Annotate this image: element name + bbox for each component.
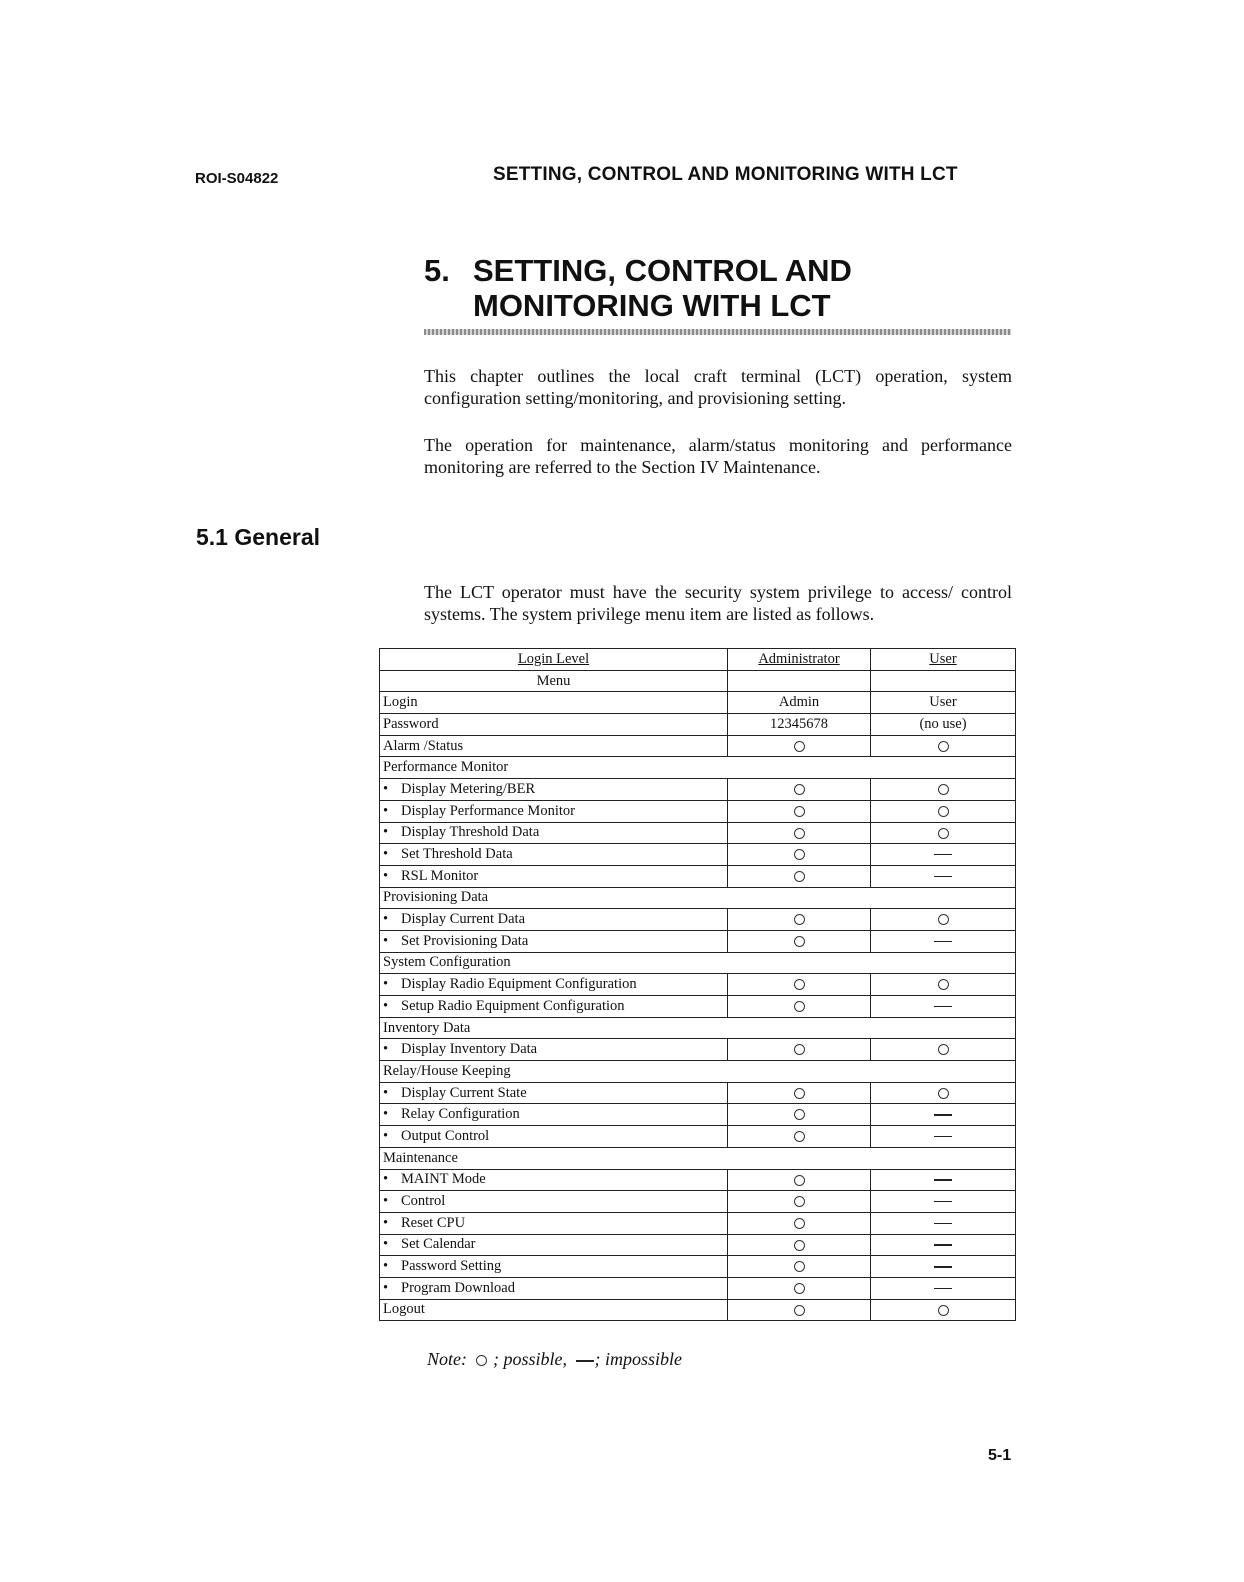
bullet-icon: • <box>383 976 389 993</box>
possible-circle-icon <box>794 1131 805 1142</box>
menu-item-text: Setup Radio Equipment Configuration <box>401 997 625 1014</box>
admin-access-cell <box>728 974 871 996</box>
admin-access-cell <box>728 909 871 931</box>
bullet-icon: • <box>383 780 389 797</box>
table-row <box>380 865 1016 887</box>
menu-item-label <box>380 1147 1016 1169</box>
admin-access-cell <box>728 735 871 757</box>
menu-item-text: Password Setting <box>401 1258 502 1275</box>
menu-item-text: Logout <box>383 1301 425 1318</box>
menu-item-label <box>380 1082 728 1104</box>
impossible-dash-icon <box>934 1223 952 1225</box>
possible-circle-icon <box>794 1001 805 1012</box>
user-access-cell <box>871 800 1016 822</box>
table-note <box>427 1349 682 1370</box>
table-group-row <box>380 1017 1016 1039</box>
menu-item-label <box>380 757 1016 779</box>
table-row <box>380 1169 1016 1191</box>
table-row <box>380 779 1016 801</box>
user-access-cell <box>871 1234 1016 1256</box>
impossible-dash-icon <box>934 1006 952 1008</box>
user-access-cell: (no use) <box>871 714 1016 736</box>
menu-item-label <box>380 1191 728 1213</box>
user-access-cell <box>871 844 1016 866</box>
header-empty-cell <box>728 670 871 692</box>
bullet-icon: • <box>383 1171 389 1188</box>
header-menu: Menu <box>380 670 728 692</box>
user-access-cell <box>871 865 1016 887</box>
chapter-title <box>473 253 852 323</box>
document-id: ROI-S04822 <box>195 170 279 187</box>
chapter-title-line1: SETTING, CONTROL AND <box>473 253 852 288</box>
user-access-cell <box>871 735 1016 757</box>
menu-item-label <box>380 974 728 996</box>
note-possible: ; possible, <box>493 1349 567 1369</box>
bullet-icon: • <box>383 1084 389 1101</box>
note-prefix: Note: <box>427 1349 467 1369</box>
user-access-cell <box>871 1039 1016 1061</box>
possible-circle-icon <box>794 1305 805 1316</box>
table-row <box>380 930 1016 952</box>
user-access-cell <box>871 1082 1016 1104</box>
menu-item-text: Provisioning Data <box>383 889 489 906</box>
possible-circle-icon <box>794 1240 805 1251</box>
menu-item-text: Inventory Data <box>383 1019 471 1036</box>
admin-access-cell <box>728 1039 871 1061</box>
possible-circle-icon <box>938 914 949 925</box>
possible-circle-icon <box>794 806 805 817</box>
menu-item-label <box>380 779 728 801</box>
table-header-row <box>380 649 1016 671</box>
impossible-dash-icon <box>934 876 952 878</box>
section-paragraph: The LCT operator must have the security system privilege to access/ control systems. The system privilege menu item are listed as follows. <box>424 582 1012 624</box>
possible-circle-icon <box>794 1175 805 1186</box>
menu-item-label <box>380 844 728 866</box>
impossible-dash-icon <box>934 941 952 943</box>
intro-paragraph-1: This chapter outlines the local craft terminal (LCT) operation, system configuration setting/monitoring, and provisioning setting. <box>424 366 1012 408</box>
menu-item-label <box>380 1017 1016 1039</box>
menu-item-label <box>380 800 728 822</box>
admin-access-cell <box>728 1191 871 1213</box>
menu-item-text: Set Calendar <box>401 1236 476 1253</box>
possible-circle-icon <box>938 806 949 817</box>
privilege-table <box>379 648 1016 1321</box>
table-row <box>380 800 1016 822</box>
menu-item-label <box>380 1169 728 1191</box>
bullet-icon: • <box>383 1127 389 1144</box>
bullet-icon: • <box>383 911 389 928</box>
menu-item-label <box>380 692 728 714</box>
menu-item-label <box>380 1277 728 1299</box>
table-row <box>380 1126 1016 1148</box>
menu-item-label <box>380 1039 728 1061</box>
admin-access-cell <box>728 865 871 887</box>
impossible-dash-icon <box>934 854 952 856</box>
bullet-icon: • <box>383 1258 389 1275</box>
possible-circle-icon <box>794 979 805 990</box>
table-row <box>380 735 1016 757</box>
possible-circle-icon <box>794 871 805 882</box>
user-access-cell <box>871 930 1016 952</box>
header-administrator: Administrator <box>728 649 871 671</box>
menu-item-text: Display Metering/BER <box>401 780 536 797</box>
possible-circle-icon <box>794 1218 805 1229</box>
admin-access-cell <box>728 844 871 866</box>
table-group-row <box>380 952 1016 974</box>
chapter-title-line2: MONITORING WITH LCT <box>473 288 831 323</box>
menu-item-text: Program Download <box>401 1279 515 1296</box>
menu-item-text: Display Threshold Data <box>401 824 540 841</box>
user-access-cell <box>871 1212 1016 1234</box>
bullet-icon: • <box>383 1214 389 1231</box>
menu-item-text: Control <box>401 1193 446 1210</box>
admin-access-cell <box>728 1082 871 1104</box>
menu-item-label <box>380 1256 728 1278</box>
menu-item-label <box>380 952 1016 974</box>
admin-access-cell: Admin <box>728 692 871 714</box>
menu-item-text: System Configuration <box>383 954 511 971</box>
admin-access-cell <box>728 1299 871 1321</box>
table-row <box>380 1277 1016 1299</box>
menu-item-label <box>380 909 728 931</box>
page-number: 5-1 <box>988 1447 1012 1464</box>
table-row <box>380 822 1016 844</box>
admin-access-cell: 12345678 <box>728 714 871 736</box>
bullet-icon: • <box>383 932 389 949</box>
table-group-row <box>380 1061 1016 1083</box>
menu-item-label <box>380 996 728 1018</box>
menu-item-label <box>380 1126 728 1148</box>
header-user: User <box>871 649 1016 671</box>
possible-circle-icon <box>794 828 805 839</box>
user-access-cell <box>871 1299 1016 1321</box>
possible-circle-icon <box>794 849 805 860</box>
admin-access-cell <box>728 930 871 952</box>
admin-access-cell <box>728 1256 871 1278</box>
admin-access-cell <box>728 1277 871 1299</box>
menu-item-label <box>380 1104 728 1126</box>
table-row <box>380 844 1016 866</box>
bullet-icon: • <box>383 1193 389 1210</box>
menu-item-text: Password <box>383 715 439 732</box>
menu-item-text: Maintenance <box>383 1149 458 1166</box>
menu-item-text: Set Provisioning Data <box>401 932 529 949</box>
admin-access-cell <box>728 779 871 801</box>
menu-item-text: Display Current Data <box>401 911 526 928</box>
header-empty-cell <box>871 670 1016 692</box>
chapter-number: 5. <box>424 253 450 288</box>
menu-item-text: Reset CPU <box>401 1214 466 1231</box>
menu-item-label <box>380 1061 1016 1083</box>
possible-circle-icon <box>794 1196 805 1207</box>
menu-item-text: RSL Monitor <box>401 867 479 884</box>
possible-circle-icon <box>794 1283 805 1294</box>
menu-item-text: Set Threshold Data <box>401 846 513 863</box>
menu-item-label <box>380 822 728 844</box>
table-row <box>380 1256 1016 1278</box>
user-access-cell <box>871 909 1016 931</box>
impossible-dash-icon <box>934 1179 952 1181</box>
admin-access-cell <box>728 996 871 1018</box>
table-row <box>380 1234 1016 1256</box>
table-header-row-menu <box>380 670 1016 692</box>
user-access-cell <box>871 1169 1016 1191</box>
user-access-cell <box>871 974 1016 996</box>
menu-item-text: Relay Configuration <box>401 1106 520 1123</box>
possible-circle-icon <box>794 741 805 752</box>
possible-circle-icon <box>938 1305 949 1316</box>
table-row <box>380 1082 1016 1104</box>
user-access-cell <box>871 1256 1016 1278</box>
menu-item-label <box>380 1212 728 1234</box>
bullet-icon: • <box>383 1279 389 1296</box>
bullet-icon: • <box>383 846 389 863</box>
possible-circle-icon <box>938 828 949 839</box>
menu-item-text: Display Radio Equipment Configuration <box>401 976 637 993</box>
admin-access-cell <box>728 1104 871 1126</box>
table-row <box>380 1039 1016 1061</box>
menu-item-text: Alarm /Status <box>383 737 464 754</box>
header-login-level: Login Level <box>380 649 728 671</box>
menu-item-text: Output Control <box>401 1127 490 1144</box>
possible-circle-icon <box>476 1355 487 1366</box>
admin-access-cell <box>728 1212 871 1234</box>
table-row <box>380 974 1016 996</box>
user-access-cell <box>871 996 1016 1018</box>
menu-item-label <box>380 1234 728 1256</box>
table-row <box>380 714 1016 736</box>
menu-item-text: Display Current State <box>401 1084 527 1101</box>
menu-item-text: MAINT Mode <box>401 1171 486 1188</box>
table-row <box>380 1212 1016 1234</box>
menu-item-label <box>380 1299 728 1321</box>
impossible-dash-icon <box>934 1201 952 1203</box>
bullet-icon: • <box>383 824 389 841</box>
menu-item-label <box>380 930 728 952</box>
possible-circle-icon <box>794 1109 805 1120</box>
table-row <box>380 909 1016 931</box>
user-access-cell <box>871 1277 1016 1299</box>
possible-circle-icon <box>794 936 805 947</box>
possible-circle-icon <box>794 784 805 795</box>
user-access-cell <box>871 1191 1016 1213</box>
menu-item-text: Relay/House Keeping <box>383 1062 511 1079</box>
menu-item-label <box>380 735 728 757</box>
menu-item-text: Display Inventory Data <box>401 1041 538 1058</box>
admin-access-cell <box>728 800 871 822</box>
table-group-row <box>380 1147 1016 1169</box>
impossible-dash-icon <box>934 1244 952 1246</box>
admin-access-cell <box>728 1169 871 1191</box>
note-impossible: ; impossible <box>594 1349 682 1369</box>
table-row <box>380 692 1016 714</box>
possible-circle-icon <box>794 1044 805 1055</box>
section-title: 5.1 General <box>196 524 321 550</box>
possible-circle-icon <box>938 1088 949 1099</box>
menu-item-label <box>380 887 1016 909</box>
impossible-dash-icon <box>934 1114 952 1116</box>
possible-circle-icon <box>794 1088 805 1099</box>
user-access-cell <box>871 822 1016 844</box>
possible-circle-icon <box>938 979 949 990</box>
user-access-cell <box>871 1126 1016 1148</box>
table-group-row <box>380 757 1016 779</box>
impossible-dash-icon <box>934 1288 952 1290</box>
possible-circle-icon <box>938 1044 949 1055</box>
chapter-divider <box>424 329 1011 335</box>
impossible-dash-icon <box>576 1360 594 1362</box>
bullet-icon: • <box>383 802 389 819</box>
table-row <box>380 1299 1016 1321</box>
table-row <box>380 1104 1016 1126</box>
admin-access-cell <box>728 822 871 844</box>
possible-circle-icon <box>794 914 805 925</box>
menu-item-text: Login <box>383 694 418 711</box>
user-access-cell <box>871 1104 1016 1126</box>
intro-paragraph-2: The operation for maintenance, alarm/status monitoring and performance monitoring are referred to the Section IV Maintenance. <box>424 435 1012 477</box>
table-group-row <box>380 887 1016 909</box>
possible-circle-icon <box>794 1261 805 1272</box>
bullet-icon: • <box>383 867 389 884</box>
running-title: SETTING, CONTROL AND MONITORING WITH LCT <box>493 164 958 185</box>
menu-item-label <box>380 714 728 736</box>
table-row <box>380 1191 1016 1213</box>
admin-access-cell <box>728 1126 871 1148</box>
menu-item-text: Performance Monitor <box>383 759 509 776</box>
possible-circle-icon <box>938 784 949 795</box>
bullet-icon: • <box>383 1041 389 1058</box>
bullet-icon: • <box>383 1236 389 1253</box>
user-access-cell: User <box>871 692 1016 714</box>
possible-circle-icon <box>938 741 949 752</box>
bullet-icon: • <box>383 1106 389 1123</box>
table-row <box>380 996 1016 1018</box>
menu-item-label <box>380 865 728 887</box>
bullet-icon: • <box>383 997 389 1014</box>
impossible-dash-icon <box>934 1266 952 1268</box>
impossible-dash-icon <box>934 1136 952 1138</box>
user-access-cell <box>871 779 1016 801</box>
admin-access-cell <box>728 1234 871 1256</box>
menu-item-text: Display Performance Monitor <box>401 802 575 819</box>
